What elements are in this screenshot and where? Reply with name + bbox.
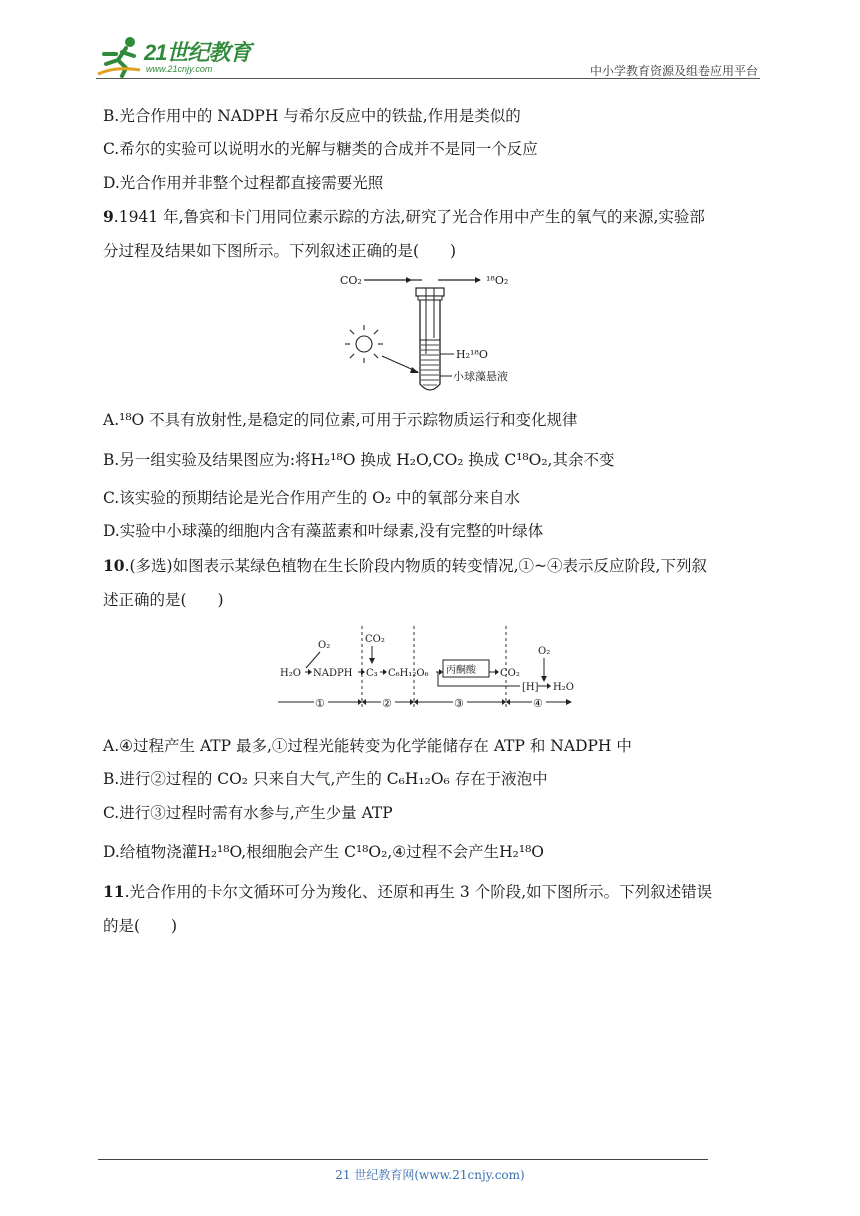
q11-number: 11 — [103, 882, 125, 901]
q9-figure — [330, 268, 530, 398]
q10-stem-line2: 述正确的是( ) — [103, 591, 224, 609]
q10-figure — [276, 622, 586, 722]
q8-option-b: B.光合作用中的 NADPH 与希尔反应中的铁盐,作用是类似的 — [103, 107, 521, 125]
q9-option-a: A.¹⁸O 不具有放射性,是稳定的同位素,可用于示踪物质运行和变化规律 — [103, 411, 578, 429]
header-divider — [96, 78, 760, 79]
platform-name: 中小学教育资源及组卷应用平台 — [589, 64, 758, 78]
fig10-stage-3: ③ — [454, 697, 464, 710]
fig10-glucose: C₆H₁₂O₆ — [388, 668, 429, 679]
fig9-h2o18-label: H₂¹⁸O — [456, 348, 488, 361]
fig10-o2-right: O₂ — [538, 646, 551, 657]
q10-stem-text1: .(多选)如图表示某绿色植物在生长阶段内物质的转变情况,①~④表示反应阶段,下列叙 — [124, 557, 707, 575]
runner-logo-icon — [96, 34, 146, 78]
fig9-co2-label: CO₂ — [340, 274, 362, 287]
q9-stem-line2: 分过程及结果如下图所示。下列叙述正确的是( ) — [103, 242, 457, 260]
site-logo — [96, 34, 266, 78]
fig10-h2o-right: H₂O — [553, 682, 574, 693]
q10-option-c: C.进行③过程时需有水参与,产生少量 ATP — [103, 804, 393, 822]
q9-number: 9 — [103, 207, 114, 226]
q10-option-b: B.进行②过程的 CO₂ 只来自大气,产生的 C₆H₁₂O₆ 存在于液泡中 — [103, 770, 548, 788]
q9-option-d: D.实验中小球藻的细胞内含有藻蓝素和叶绿素,没有完整的叶绿体 — [103, 522, 544, 540]
logo-text: 21世纪教育 — [144, 40, 251, 65]
q9-stem-text1: .1941 年,鲁宾和卡门用同位素示踪的方法,研究了光合作用中产生的氧气的来源,实验部 — [113, 208, 705, 226]
fig9-outlet-arrow — [475, 277, 481, 283]
q9-option-b: B.另一组实验及结果图应为:将H₂¹⁸O 换成 H₂O,CO₂ 换成 C¹⁸O₂,其余不变 — [103, 451, 615, 469]
fig9-stopper — [416, 288, 444, 296]
q8-option-d: D.光合作用并非整个过程都直接需要光照 — [103, 174, 384, 192]
fig10-co2-mid: CO₂ — [500, 668, 520, 679]
logo-url: www.21cnjy.com — [146, 64, 213, 74]
fig10-co2-top: CO₂ — [365, 634, 385, 645]
q9-stem-line1 — [103, 207, 705, 227]
footer-text: 21 世纪教育网(www.21cnjy.com) — [335, 1168, 525, 1182]
q10-stem-line1 — [103, 556, 707, 576]
q11-stem-text1: .光合作用的卡尔文循环可分为羧化、还原和再生 3 个阶段,如下图所示。下列叙述错误 — [124, 883, 713, 901]
fig10-pyruvate: 丙酮酸 — [446, 665, 476, 676]
sun-icon — [345, 325, 383, 363]
q10-option-a: A.④过程产生 ATP 最多,①过程光能转变为化学能储存在 ATP 和 NADPH 中 — [103, 737, 632, 755]
footer-divider — [98, 1159, 708, 1160]
fig10-o2-left: O₂ — [318, 640, 331, 651]
fig9-inlet-arrow — [406, 277, 412, 283]
fig10-c3: C₃ — [366, 668, 378, 679]
fig9-liquid-hatching — [421, 345, 439, 385]
fig9-suspension-label: 小球藻悬液 — [453, 370, 508, 383]
q9-option-c: C.该实验的预期结论是光合作用产生的 O₂ 中的氧部分来自水 — [103, 489, 521, 507]
q10-number: 10 — [103, 556, 125, 575]
q11-stem-line2: 的是( ) — [103, 917, 178, 935]
fig10-h: [H] — [522, 682, 539, 693]
fig10-nadph: NADPH — [313, 668, 353, 679]
fig9-o18-label: ¹⁸O₂ — [486, 274, 509, 287]
fig10-stage-2: ② — [382, 697, 392, 710]
q11-stem-line1 — [103, 882, 712, 902]
q8-option-c: C.希尔的实验可以说明水的光解与糖类的合成并不是同一个反应 — [103, 140, 538, 158]
q10-option-d: D.给植物浇灌H₂¹⁸O,根细胞会产生 C¹⁸O₂,④过程不会产生H₂¹⁸O — [103, 843, 545, 861]
fig10-h2o-left: H₂O — [280, 668, 301, 679]
fig10-stage-4: ④ — [533, 697, 543, 710]
fig10-stage-1: ① — [315, 697, 325, 710]
page-header — [96, 30, 760, 80]
